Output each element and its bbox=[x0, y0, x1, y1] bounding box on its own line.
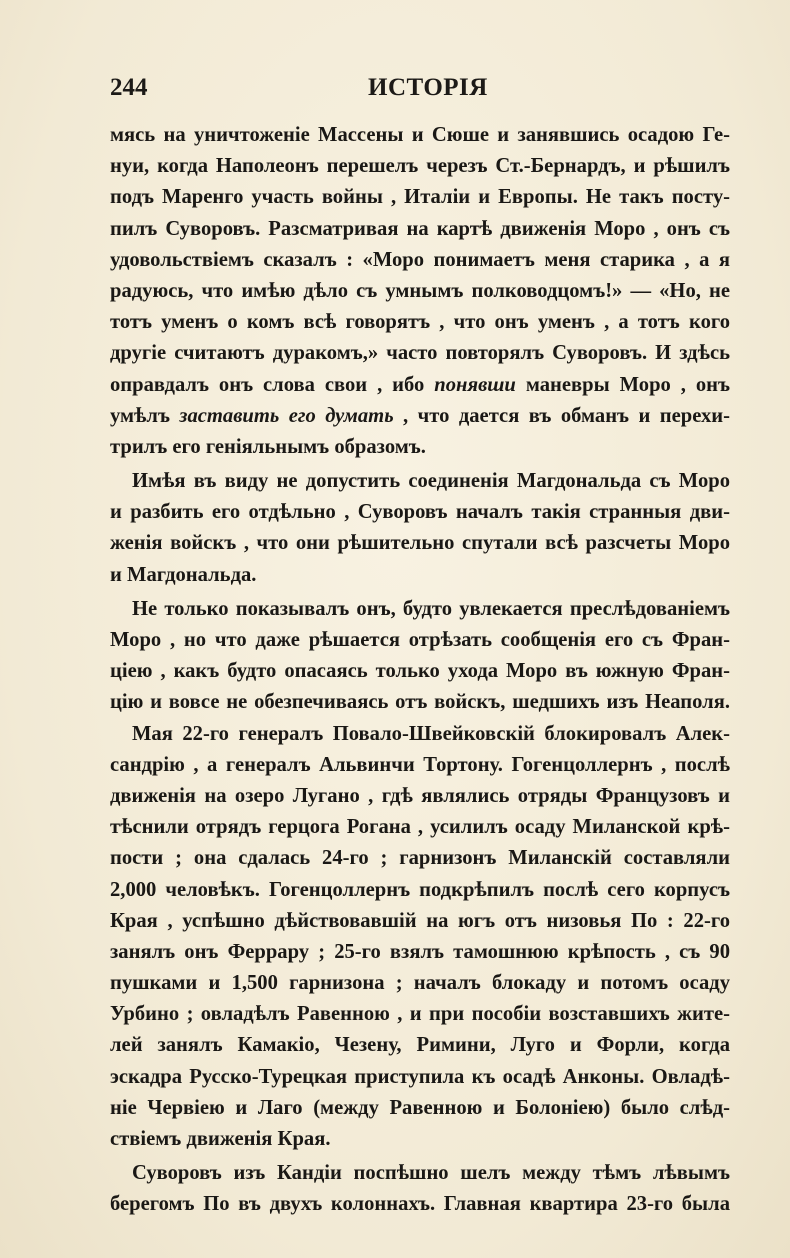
text-line: нуи, когда Наполеонъ перешелъ черезъ Ст.-Бернардъ, и рѣшилъ bbox=[110, 155, 730, 178]
page-number: 244 bbox=[110, 74, 148, 101]
paragraph-2 bbox=[110, 466, 730, 591]
text-line: Имѣя въ виду не допустить соединенія Магдональда съ Моро bbox=[132, 470, 730, 493]
text-line: другіе считаютъ дуракомъ,» часто повторялъ Суворовъ. И здѣсь bbox=[110, 342, 730, 365]
text-line: Не только показывалъ онъ, будто увлекается преслѣдованіемъ bbox=[132, 597, 730, 620]
text-line: пушками и 1,500 гарнизона ; началъ блокаду и потомъ осаду bbox=[110, 972, 730, 995]
text-run: оправдалъ онъ слова свои , ибо bbox=[110, 373, 435, 396]
italic-text: заставить его думать bbox=[179, 404, 394, 427]
text-line: движенія на озеро Лугано , гдѣ являлись отряды Французовъ и bbox=[110, 784, 730, 807]
text-line: пилъ Суворовъ. Разсматривая на картѣ движенія Моро , онъ съ bbox=[110, 217, 730, 240]
text-line bbox=[110, 401, 730, 432]
text-line bbox=[110, 370, 730, 401]
text-line: трилъ его геніяльнымъ образомъ. bbox=[110, 435, 426, 458]
body-text bbox=[110, 120, 730, 1221]
text-line: женія войскъ , что они рѣшительно спутали всѣ разсчеты Моро bbox=[110, 532, 730, 555]
text-line: мясь на уничтоженіе Массены и Сюше и занявшись осадою Ге- bbox=[110, 124, 730, 146]
text-line: сандрію , а генералъ Альвинчи Тортону. Гогенцоллернъ , послѣ bbox=[110, 753, 730, 776]
paragraph-4 bbox=[110, 719, 730, 1156]
text-line: берегомъ По въ двухъ колоннахъ. Главная квартира 23-го была bbox=[110, 1193, 730, 1216]
text-line: цію и вовсе не обезпечиваясь отъ войскъ, шедшихъ изъ Неаполя. bbox=[110, 691, 730, 714]
text-line: удовольствіемъ сказалъ : «Моро понимаетъ меня старика , а я bbox=[110, 248, 730, 271]
text-line: Суворовъ изъ Кандіи поспѣшно шелъ между тѣмъ лѣвымъ bbox=[132, 1162, 730, 1185]
text-line: 2,000 человѣкъ. Гогенцоллернъ подкрѣпилъ послѣ сего корпусъ bbox=[110, 878, 730, 901]
text-line: ціею , какъ будто опасаясь только ухода Моро въ южную Фран- bbox=[110, 660, 730, 683]
page-header bbox=[110, 74, 730, 104]
text-run: маневры Моро , онъ bbox=[515, 373, 731, 396]
paragraph-5 bbox=[110, 1158, 730, 1220]
paragraph-3 bbox=[110, 594, 730, 719]
text-line: и Магдональда. bbox=[110, 563, 257, 586]
text-run: , что дается въ обманъ и перехи- bbox=[393, 404, 731, 427]
text-line: подъ Маренго участь войны , Италіи и Европы. Не такъ посту- bbox=[110, 186, 730, 209]
text-line: Урбино ; овладѣлъ Равенною , и при пособіи возставшихъ жите- bbox=[110, 1003, 730, 1026]
text-line: радуюсь, что имѣю дѣло съ умнымъ полководцомъ!» — «Но, не bbox=[110, 279, 730, 302]
text-line: тѣснили отрядъ герцога Рогана , усилилъ осаду Миланской крѣ- bbox=[110, 816, 730, 839]
text-line: и разбить его отдѣльно , Суворовъ началъ такія странныя дви- bbox=[110, 501, 730, 524]
text-line: эскадра Русско-Турецкая приступила къ осадѣ Анконы. Овладѣ- bbox=[110, 1065, 730, 1088]
text-line: Моро , но что даже рѣшается отрѣзать сообщенія его съ Фран- bbox=[110, 629, 730, 651]
text-line: Края , успѣшно дѣйствовавшій на югъ отъ низовья По : 22-го bbox=[110, 909, 730, 932]
text-line: тотъ уменъ о комъ всѣ говорятъ , что онъ уменъ , а тотъ кого bbox=[110, 311, 730, 334]
italic-text: понявши bbox=[434, 373, 516, 396]
text-line: лей занялъ Камакіо, Чезену, Римини, Луго и Форли, когда bbox=[110, 1034, 730, 1057]
paragraph-1 bbox=[110, 120, 730, 463]
text-line: ствіемъ движенія Края. bbox=[110, 1128, 331, 1150]
text-line: занялъ онъ Феррару ; 25-го взялъ тамошнюю крѣпость , съ 90 bbox=[110, 940, 730, 963]
text-run: умѣлъ bbox=[110, 404, 180, 427]
text-line: ніе Червіею и Лаго (между Равенною и Болоніею) было слѣд- bbox=[110, 1096, 730, 1119]
text-line: пости ; она сдалась 24-го ; гарнизонъ Миланскій составляли bbox=[110, 847, 730, 870]
text-line: Мая 22-го генералъ Повало-Швейковскій блокировалъ Алек- bbox=[132, 722, 730, 745]
running-head: ИСТОРІЯ bbox=[368, 74, 488, 101]
